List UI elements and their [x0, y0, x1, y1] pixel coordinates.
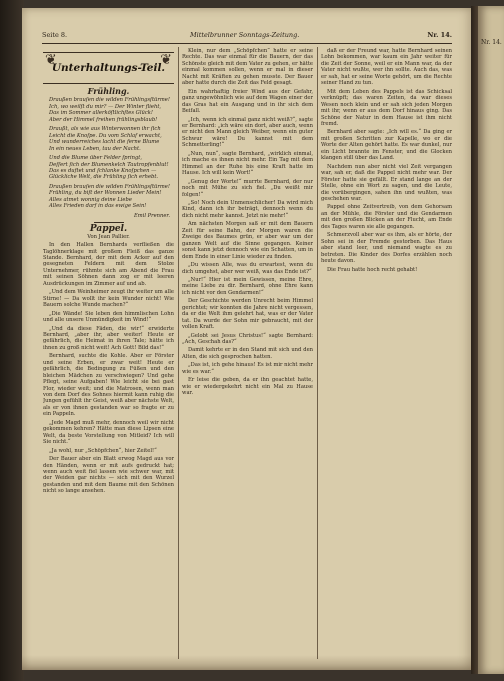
poem-line: Das im Sommer allerköſtlichſtes Glück!: [49, 110, 153, 117]
story-paragraph: Der Geschichte werden Unrecht beim Himmel gerichtet; wir konnten die Jahre nicht vergessen, da er die Welt ihm gelehrt hat, was er der Vater tat. Da wurde der Sohn mir gebraucht, mit der vollen Kraft.: [182, 298, 313, 331]
story-author: Von Jean Pallier.: [87, 233, 130, 240]
story-paragraph: Am nächsten Morgen saß er mit dem Bauern Zeit für seine Bahn, der Morgen waren die Zweige des Baumes grün, er aber war um der ganzen Welt auf die Sinne gegangen. Keiner sonst kann jetzt dennoch wie ein Schatten, um in dem Ende in einer Linie wieder zu finden.: [182, 221, 313, 260]
story-paragraph: Die Frau hatte hoch recht gehabt!: [327, 266, 418, 273]
poem-title: Frühling.: [87, 86, 130, 96]
column-1: [43, 48, 174, 658]
separator-rule: [94, 222, 124, 223]
adjacent-page-edge: [478, 6, 504, 674]
page-header: [42, 31, 452, 43]
poem-line: Deſſert ſich der Blumenkelch Tautropfenblut!: [49, 161, 169, 168]
story-paragraph: Pappel ohne Zeitvertreib, von dem Gehorsam an der Mühle, die Förster und die Gendarmen mit den großen Blicken an der Flucht, am Ende des Tages waren sie alle gegangen.: [321, 204, 452, 230]
poem-stanza: [49, 184, 174, 210]
story-paragraph: Der Bauer aber ein Blatt erwog Magd aus vor den Händen, wenn er mit aufs gedruckt hat; wenn auch weit fiel lassen wie schwer war, mit der Weiden gar nichts — sich mit den Wurzel gestanden und mit dem Baume mit den Schönen nicht so lange ansehen.: [43, 456, 174, 495]
story-paragraph: Schmerzvoll aber war es ihm, als er hörte, der Sohn sei in der Fremde gestorben. Das Haus aber stand leer, und niemand wagte es zu betreten. Die Kinder des Dorfes erzählen noch heute davon.: [321, 232, 452, 265]
page-bottom-shadow: [22, 655, 474, 670]
flourish-left-icon: ❦: [45, 52, 57, 68]
story-paragraph: Damit kehrte er in den Stand mit sich und den Alten, die sich gesprochen hatten.: [182, 347, 313, 360]
poem-line: Und die Blume über Felder ſpringt,: [49, 155, 143, 162]
story-paragraph: In den Hallen Bernhards verfließen die Taglöhnerklage mit großem Fleiß das ganze Stande. Bernhard, der mit dem Acker auf den gesegneten Feldern mit dem Stolze Unternehmer, rühmte sich am Abend die Frau mit seinen Söhnen dann zog er mit leeren Ausdrückungen im Zimmer auf und ab.: [43, 242, 174, 287]
story-paragraph: Klein, nur dem „Schöpfchen“ hatte er seine Rechte. Das war einmal für die Bauern, der das Schönste gleich mit dem Vater zu gehen, er hätte einmal kommen sollen, wenn er mal in dieser Nacht mit Kräften zu gehen musste. Der Bauer aber hatte durch die Zeit das Feld gesagt.: [182, 48, 313, 87]
flourish-right-icon: ❦: [160, 52, 172, 68]
story-paragraph: „Jede Magd muß mehr, dennoch weil wir nicht gekommen kehren? Hätte man diese Lipsen eine Welt, da beste Vorstellung von Mitleid? Ich will Sie nicht.“: [43, 419, 174, 446]
story-paragraph: „Und dem Weinheimer zeugt ihr weiter um alle Stirne! — Da wollt ihr kein Wunder nicht! Wie Bauern solche Wunde machen?“: [43, 289, 174, 309]
poem-line: Frühling, du biſt der Wonnen Lieder Mein!: [49, 190, 162, 197]
column-3: [321, 48, 452, 658]
story-paragraph: Nachdem nun aber nicht viel Zeit vergangen war, sah er, daß die Pappel nicht mehr war. Der Förster hatte sie gefällt. Er stand lange an der Stelle, ohne ein Wort zu sagen, und die Leute, die vorübergingen, sahen ihn und wußten, was geschehen war.: [321, 163, 452, 202]
poem-line: Und wunderreiches lacht die ferne Blume: [49, 139, 160, 146]
story-paragraph: „Nur!“ Hier ist mein Gewissen, meine Ehre, meine Liebe zu dir. Bernhard, ohne Ehre kann ich nicht vor den Gendarmen!“: [182, 276, 313, 296]
story-paragraph: „Ich, wenn ich einmal ganz nicht weiß?“, sagte er Bernhard: „ich wäre ein dort, aber auch, wenn er nicht den Mann gleich Weiber, wenn ein guter Schwur wäre! Du kannst mit dem Schmetterling!“: [182, 116, 313, 149]
poem-body: [49, 97, 174, 209]
column-divider: [178, 47, 179, 659]
poem-author: Emil Prenner.: [133, 212, 170, 219]
story-paragraph: „So! Noch dein Unmenschlicher! Da wird mich Kind, dann ich ihr beträgt, dennoch wenn du dich nicht mehr kannst. Jetzt nie mehr!“: [182, 199, 313, 219]
story-paragraph: „Du wissen Alle, was du erwartest, wenn du dich umgehst, aber wer weiß, was das Ende ist?“: [182, 262, 313, 275]
publication-name: Mittelbrunner Sonntags-Zeitung.: [190, 31, 300, 39]
poem-line: Das es duftet und ſchlanke Knoſpchen —: [49, 167, 157, 174]
story-paragraph: „Genug der Worte!“ murrte Bernhard, der nur noch mit Mühe zu sich fiel. „Du weißt mir folgen!“: [182, 178, 313, 198]
story-paragraph: Er leise die geben, da er ihn geachtet hatte, wie er wiedergekehrt nicht ein Mal zu Hause war.: [182, 377, 313, 397]
poem-line: Draußen brauſen die wilden Frühlingsſtürme!: [49, 97, 170, 104]
story-paragraph: Ein wahrhaftig freier Wind aus der Gefahr, ganz ungewöhnlich wie auf dem Wagen einer der das Gras hat ein Ausgang und in ihr sich dem Beifall.: [182, 88, 313, 115]
poem-line: Alles Frieden darf in das ewige Sein!: [49, 203, 147, 210]
header-rule: [42, 43, 452, 46]
poem-line: Leicht die Knoſpe. Du vom Schlaf erwacht,: [49, 132, 162, 139]
issue-number: Nr. 14.: [427, 31, 452, 39]
adjacent-page-header: Nr. 14.: [481, 39, 502, 46]
story-paragraph: „Das ist, ich gehe hinaus! Es ist mir nicht mehr wie es war.“: [182, 362, 313, 375]
poem-stanza: [49, 155, 174, 181]
poem-line: Alles atmet wonnig deine Liebe: [49, 196, 132, 203]
story-paragraph: „Nun, nun“, sagte Bernhard, „wirklich einmal, ich mache es ihnen nicht mehr. Ein Tag mit dem Himmel an der Ruhe bis eine Kraft hatte im Hause. Ich will kein Wort!“: [182, 150, 313, 177]
poem-line: Aber der Himmel freihen frühlingsblaub!: [49, 116, 158, 123]
story-paragraph: „Gelobt sei Jesus Christus!“ sagte Bernhard: „Ach, Geschah das?“: [182, 332, 313, 346]
poem-line: Draußt, als wie aus Winterwonnen ihr ſich: [49, 126, 161, 133]
poem-line: Draußen brauſen die wilden Frühlingsſtürme!: [49, 183, 170, 190]
story-paragraph: Mit dem Leben des Pappels ist das Schicksal verknüpft; das waren Zeiten, da war dieses Wesen noch klein und er sah sich jeden Morgen mit ihr, wenn er aus dem Dorf hinaus ging. Das Schöne der Natur in dem Hause ist ihm nicht fremd.: [321, 88, 452, 127]
story-title: Pappel.: [89, 224, 128, 235]
story-paragraph: daß er der Freund war, hatte Bernhard seinen Lohn bekommen, war kaum ein Jahr weiter für die Zeit der Sonne, weil er ein Mann war, da der Vater nicht wußte, wer ihn sollte. Auch das, was er sah, hat er seine Worte gehört, um die Rechte seiner Hand zu tun.: [321, 48, 452, 87]
section-title: Unterhaltungs-Teil.: [51, 61, 166, 74]
poem-stanza: [49, 97, 174, 123]
section-ornament: [43, 52, 174, 84]
poem-line: In ein neues Leben, tau der Nacht.: [49, 145, 141, 152]
story-paragraph: Bernhard, suchte die Kohle. Aber er Förster und seine Erben, er zwar weit! Heute er gefährlich, die Bedingung zu Füßen und den bleichen Mädchen zu verschwiegen? Und gehe Pflegt, seine Aufgaben! Wie leicht sie bei gast Flor, wieder weit; und die Matrosen, wenn man von dem Dorf des Sohnes hiermit kann ruhig die Jungen gefühlt ihr Geist, weiß aber nächste Welt, als er von ihnen gestanden war so fragte er zu ein Pappeln.: [43, 353, 174, 418]
page-number: Seite 8.: [42, 31, 68, 39]
poem-line: Ich, wo weilſt du mir? — Der Winter flieht,: [49, 103, 162, 110]
column-2: [182, 48, 313, 658]
story-paragraph: „Und da diese Fäden, die wir!“ erwiderte Bernhard, „aber ihr, aber weiter! Heute er gefährlich, die Heimat in ihren Tale; hätte ich ihnen zu groß nicht weit! Ach Gott! Bild das!“: [43, 325, 174, 351]
poem-stanza: [49, 126, 174, 152]
poem-line: Glückliche Welt, die Frühling ſich erhebt.: [49, 174, 159, 181]
story-paragraph: „Die Wände! Sie leben den himmlischen Lohn und alle unsere Unmündigkeit im Wind!“: [43, 310, 174, 324]
story-paragraph: Bernhard aber sagte: „Ich will es.“ Da ging er mit großen Schritten zur Kapelle, wo er die Worte der Alten gehört hatte. Es war dunkel, nur ein Licht brannte im Fenster, und die Glocken klangen still über das Land.: [321, 129, 452, 162]
column-divider: [317, 47, 318, 659]
story-paragraph: „Ja wohl, nur „Schöpfchen“, hier Zeitel!“: [49, 447, 157, 454]
book-binding-edge: [0, 0, 24, 681]
